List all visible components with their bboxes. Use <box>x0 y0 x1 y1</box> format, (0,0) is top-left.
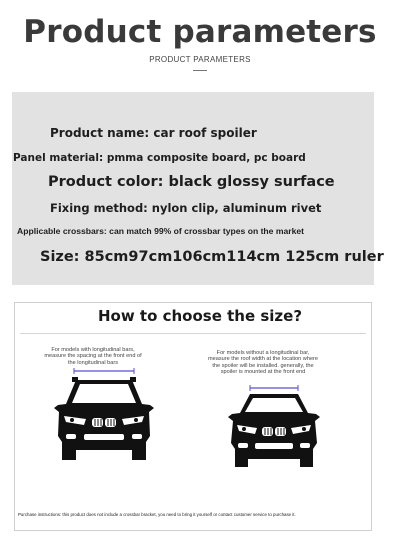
page-subtitle: PRODUCT PARAMETERS <box>149 55 251 64</box>
right-caption <box>180 350 346 376</box>
left-caption-line: the longitudinal bars <box>67 359 119 366</box>
param-product-color: Product color: black glossy surface <box>48 174 335 190</box>
windshield <box>72 384 136 403</box>
right-caption-line: measure the roof width at the location where <box>207 356 319 363</box>
right-caption-line: spoiler is mounted at the front end <box>220 369 306 376</box>
subtitle-underline <box>193 70 207 71</box>
param-size: Size: 85cm97cm106cm114cm 125cm ruler <box>40 249 384 265</box>
purchase-note: Purchase instructions: this product does not include a crossbar bracket, you need to bring it yourself or contact customer service to purchase it. <box>18 512 296 517</box>
left-caption-line: For models with longitudinal bars, <box>51 347 135 353</box>
car-without-roof-bars-icon <box>224 383 324 469</box>
size-guide-title: How to choose the size? <box>97 307 303 325</box>
param-fixing-method: Fixing method: nylon clip, aluminum rivet <box>50 201 322 215</box>
right-caption-line: the spoiler will be installed. generally, the <box>212 362 314 369</box>
suv-with-roof-bars-icon <box>50 364 158 462</box>
lower-intake <box>255 443 293 449</box>
param-panel-material: Panel material: pmma composite board, pc board <box>13 152 306 164</box>
param-product-name: Product name: car roof spoiler <box>50 126 257 140</box>
windshield <box>245 398 303 412</box>
lower-intake <box>84 434 124 440</box>
left-caption-line: measure the spacing at the front end of <box>44 353 142 360</box>
size-guide-divider <box>20 333 366 334</box>
page-title: Product parameters <box>23 14 377 50</box>
param-crossbars: Applicable crossbars: can match 99% of crossbar types on the market <box>17 226 305 236</box>
right-caption-line: For models without a longitudinal bar, <box>216 350 310 356</box>
